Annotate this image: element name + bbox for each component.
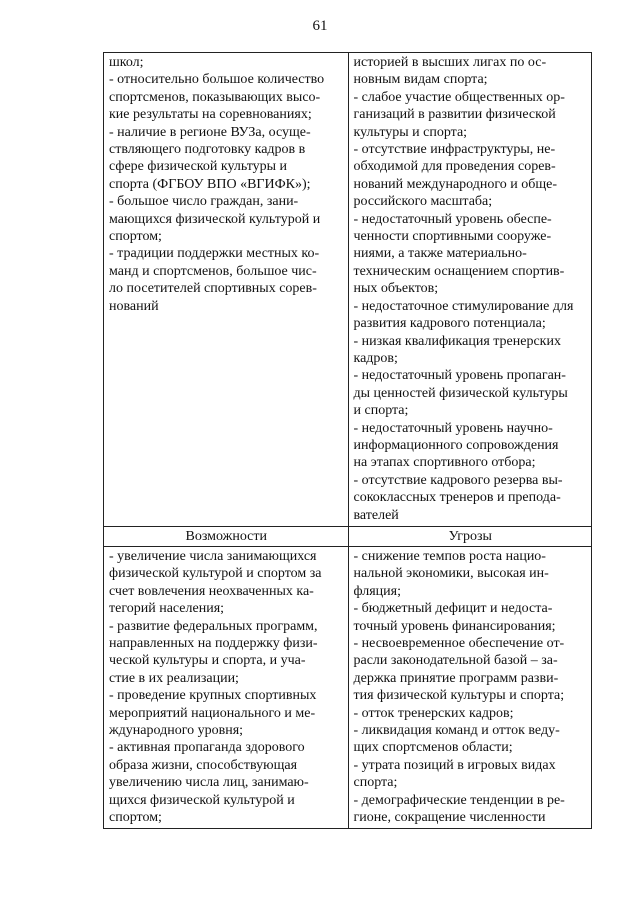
text-line: - недостаточное стимулирование для (353, 298, 574, 314)
text-line: техническим оснащением спортив- (353, 263, 565, 279)
text-line: - активная пропаганда здорового (109, 740, 305, 756)
opportunities-cell (104, 547, 348, 829)
text-line: спорта; (353, 775, 398, 791)
page-number: 61 (312, 18, 328, 34)
text-line: кадров; (353, 350, 398, 366)
text-line: школ; (109, 55, 144, 70)
text-line: тегорий населения; (109, 601, 225, 617)
text-line: увеличению числа лиц, занимаю- (109, 775, 309, 791)
strengths-cell (104, 53, 348, 526)
text-line: - слабое участие общественных ор- (353, 89, 565, 105)
text-line: - отсутствие кадрового резерва вы- (353, 472, 563, 488)
text-line: нований международного и обще- (353, 176, 558, 192)
text-line: держка принятие программ разви- (353, 670, 559, 686)
text-line: мающихся физической культурой и (109, 211, 321, 227)
text-line: физической культурой и спортом за (109, 566, 322, 582)
text-line: нальной экономики, высокая ин- (353, 566, 549, 582)
text-line: - несвоевременное обеспечение от- (353, 636, 565, 651)
text-line: ганизаций в развитии физической (353, 107, 556, 123)
text-line: - развитие федеральных программ, (109, 618, 318, 634)
text-line: мероприятий национального и ме- (109, 705, 316, 721)
text-line: - увеличение числа занимающихся (109, 548, 317, 564)
text-line: фляция; (353, 583, 401, 599)
text-line: щих спортсменов области; (353, 740, 513, 756)
table-row-strengths-weaknesses (104, 53, 591, 526)
text-line: на этапах спортивного отбора; (353, 455, 536, 471)
threats-cell (348, 547, 592, 829)
text-line: нований (109, 298, 159, 314)
text-line: ческой культуры и спорта, и уча- (109, 653, 306, 669)
text-line: точный уровень финансирования; (353, 618, 556, 634)
text-line: ды ценностей физической культуры (353, 385, 568, 401)
table-header-row (104, 526, 591, 546)
opportunities-header: Возможности (185, 528, 268, 544)
text-line: и спорта; (353, 403, 409, 419)
weaknesses-cell (348, 53, 592, 526)
text-line: российского масштаба; (353, 194, 493, 210)
swot-table (103, 52, 592, 829)
text-line: развития кадрового потенциала; (353, 316, 546, 332)
text-line: ло посетителей спортивных сорев- (109, 281, 317, 297)
text-line: - недостаточный уровень обеспе- (353, 211, 552, 227)
text-line: - недостаточный уровень пропаган- (353, 368, 566, 384)
text-line: информационного сопровождения (353, 437, 559, 453)
text-line: спортом; (109, 810, 162, 826)
text-line: - традиции поддержки местных ко- (109, 246, 320, 262)
text-line: стие в их реализации; (109, 670, 239, 686)
text-line: гионе, сокращение численности (353, 810, 546, 826)
text-line: спортсменов, показывающих высо- (109, 89, 321, 105)
text-line: кие результаты на соревнованиях; (109, 107, 312, 123)
text-line: ниями, а также материально- (353, 246, 527, 262)
text-line: культуры и спорта; (353, 124, 468, 140)
text-line: - ликвидация команд и отток веду- (353, 723, 560, 739)
text-line: манд и спортсменов, большое чис- (109, 263, 317, 279)
text-line: - демографические тенденции в ре- (353, 792, 565, 808)
text-line: - проведение крупных спортивных (109, 688, 317, 704)
text-line: - недостаточный уровень научно- (353, 420, 553, 436)
text-line: - утрата позиций в игровых видах (353, 757, 556, 773)
text-line: вателей (353, 507, 399, 523)
text-line: - отток тренерских кадров; (353, 705, 514, 721)
text-line: направленных на поддержку физи- (109, 636, 318, 651)
text-line: - большое число граждан, зани- (109, 194, 299, 210)
text-line: ных объектов; (353, 281, 439, 297)
text-line: ствляющего подготовку кадров в (109, 142, 306, 158)
text-line: расли законодательной базой – за- (353, 653, 558, 669)
text-line: сфере физической культуры и (109, 159, 288, 175)
text-line: - относительно большое количество (109, 72, 325, 88)
text-line: - отсутствие инфраструктуры, не- (353, 142, 556, 158)
text-line: щихся физической культурой и (109, 792, 295, 808)
text-line: - низкая квалификация тренерских (353, 333, 561, 349)
text-line: историей в высших лигах по ос- (353, 55, 547, 70)
text-line: тия физической культуры и спорта; (353, 688, 565, 704)
text-line: счет вовлечения неохваченных ка- (109, 583, 314, 599)
text-line: ждународного уровня; (109, 723, 244, 739)
text-line: ченности спортивными сооруже- (353, 229, 552, 245)
text-line: сококлассных тренеров и препода- (353, 490, 561, 506)
text-line: образа жизни, способствующая (109, 757, 298, 773)
text-line: обходимой для проведения сорев- (353, 159, 556, 175)
text-line: - снижение темпов роста нацио- (353, 548, 546, 564)
text-line: спорта (ФГБОУ ВПО «ВГИФК»); (109, 176, 311, 192)
threats-header: Угрозы (348, 527, 592, 546)
text-line: - бюджетный дефицит и недоста- (353, 601, 553, 617)
text-line: - наличие в регионе ВУЗа, осуще- (109, 124, 311, 140)
text-line: спортом; (109, 229, 162, 245)
table-row-opportunities-threats (104, 546, 591, 829)
text-line: новным видам спорта; (353, 72, 488, 88)
